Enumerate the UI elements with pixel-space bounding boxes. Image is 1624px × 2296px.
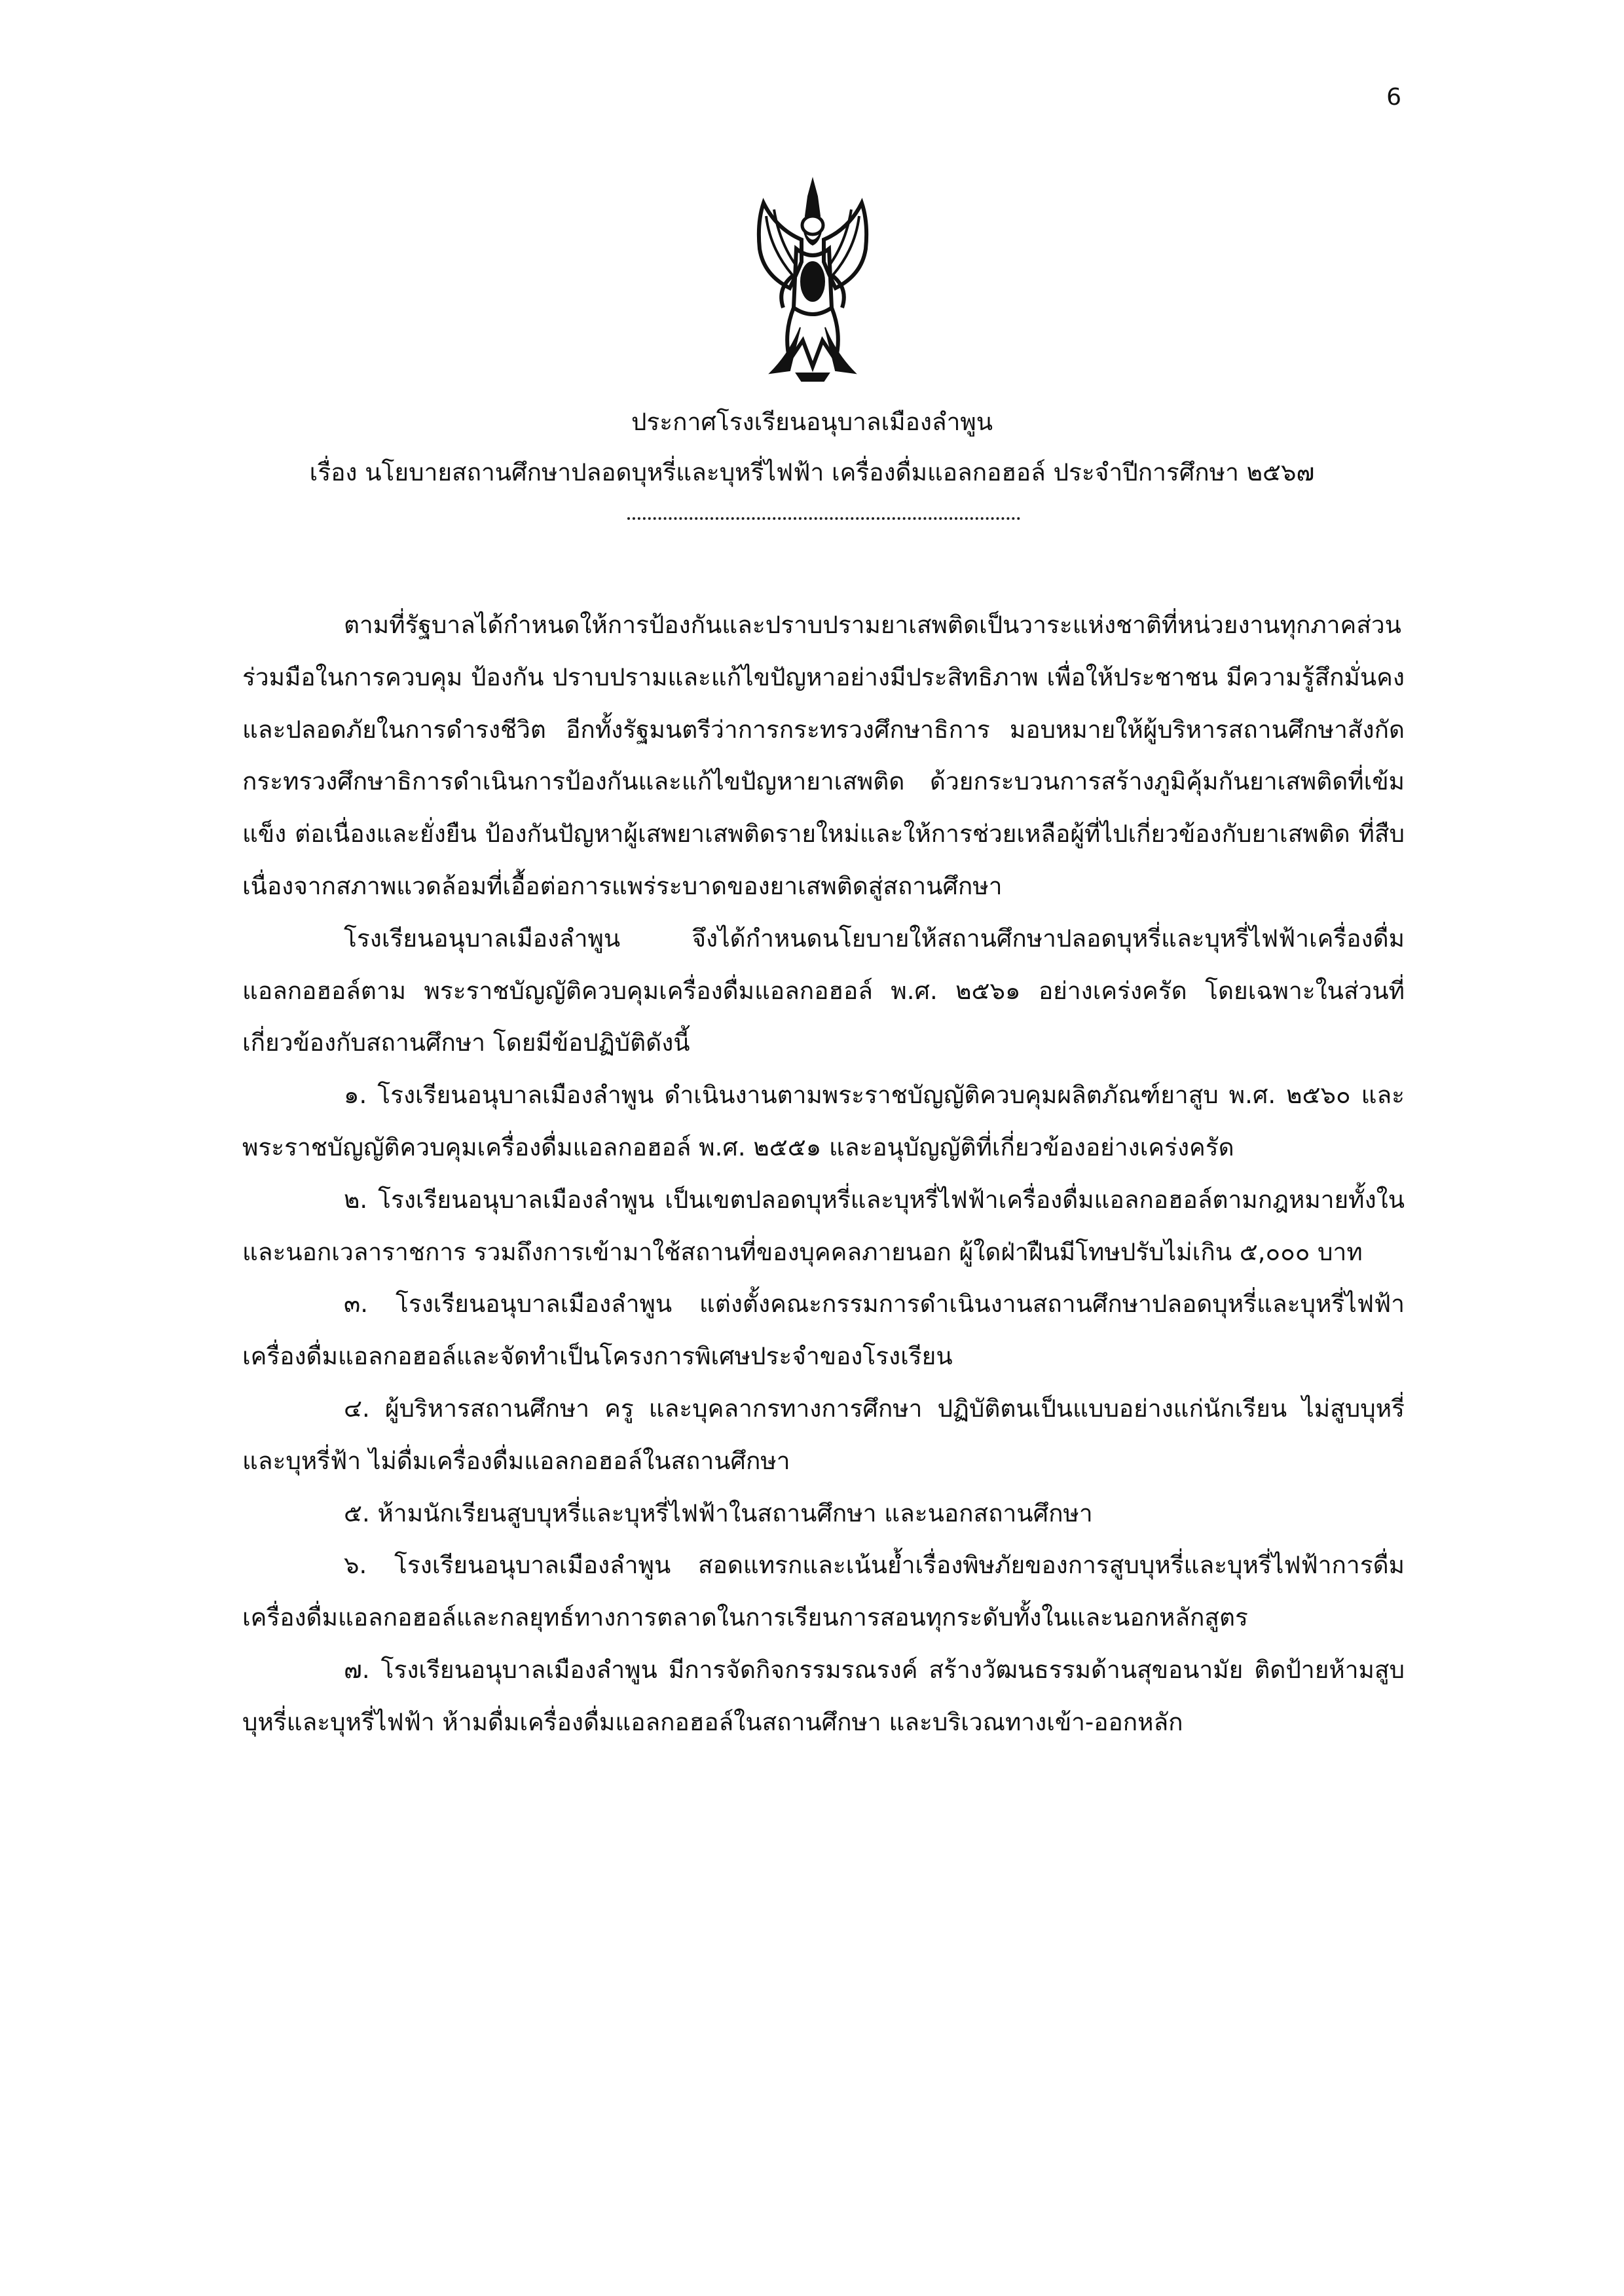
announcement-title: ประกาศโรงเรียนอนุบาลเมืองลำพูน [631, 408, 993, 436]
document-body [242, 599, 1405, 1749]
policy-item-7: ๗. โรงเรียนอนุบาลเมืองลำพูน มีการจัดกิจกรรมรณรงค์ สร้างวัฒนธรรมด้านสุขอนามัย ติดป้ายห้ามสูบบุหรี่และบุหรี่ไฟฟ้า ห้ามดื่มเครื่องดื่มแอลกอฮอล์ในสถานศึกษา และบริเวณทางเข้า-ออกหลัก [242, 1655, 1405, 1736]
policy-item-3: ๓. โรงเรียนอนุบาลเมืองลำพูน แต่งตั้งคณะกรรมการดำเนินงานสถานศึกษาปลอดบุหรี่และบุหรี่ไฟฟ้าเครื่องดื่มแอลกอฮอล์และจัดทำเป็นโครงการพิเศษประจำของโรงเรียน [242, 1290, 1405, 1371]
dotted-divider [627, 517, 1020, 522]
paragraph-policy: โรงเรียนอนุบาลเมืองลำพูน จึงได้กำหนดนโยบายให้สถานศึกษาปลอดบุหรี่และบุหรี่ไฟฟ้าเครื่องดื่มแอลกอฮอล์ตาม พระราชบัญญัติควบคุมเครื่องดื่มแอลกอฮอล์ พ.ศ. ๒๕๖๑ อย่างเคร่งครัด โดยเฉพาะในส่วนที่เกี่ยวข้องกับสถานศึกษา โดยมีข้อปฏิบัติดังนี้ [242, 924, 1405, 1057]
policy-item-6: ๖. โรงเรียนอนุบาลเมืองลำพูน สอดแทรกและเน้นย้ำเรื่องพิษภัยของการสูบบุหรี่และบุหรี่ไฟฟ้าการดื่มเครื่องดื่มแอลกอฮอล์และกลยุทธ์ทางการตลาดในการเรียนการสอนทุกระดับทั้งในและนอกหลักสูตร [242, 1551, 1405, 1632]
policy-item-5: ๕. ห้ามนักเรียนสูบบุหรี่และบุหรี่ไฟฟ้าในสถานศึกษา และนอกสถานศึกษา [344, 1499, 1093, 1527]
policy-item-2: ๒. โรงเรียนอนุบาลเมืองลำพูน เป็นเขตปลอดบุหรี่และบุหรี่ไฟฟ้าเครื่องดื่มแอลกอฮอล์ตามกฎหมายทั้งในและนอกเวลาราชการ รวมถึงการเข้ามาใช้สถานที่ของบุคคลภายนอก ผู้ใดฝ่าฝืนมีโทษปรับไม่เกิน ๕,๐๐๐ บาท [242, 1185, 1405, 1266]
page-number: 6 [1386, 84, 1401, 111]
garuda-emblem-icon [750, 177, 875, 384]
policy-item-4: ๔. ผู้บริหารสถานศึกษา ครู และบุคลากรทางการศึกษา ปฏิบัติตนเป็นแบบอย่างแก่นักเรียน ไม่สูบบุหรี่และบุหรี่ฟ้า ไม่ดื่มเครื่องดื่มแอลกอฮอล์ในสถานศึกษา [242, 1394, 1405, 1475]
announcement-subject: เรื่อง นโยบายสถานศึกษาปลอดบุหรี่และบุหรี่ไฟฟ้า เครื่องดื่มแอลกอฮอล์ ประจำปีการศึกษา ๒๕๖๗ [309, 458, 1315, 486]
policy-item-1: ๑. โรงเรียนอนุบาลเมืองลำพูน ดำเนินงานตามพระราชบัญญัติควบคุมผลิตภัณฑ์ยาสูบ พ.ศ. ๒๕๖๐ และ พระราชบัญญัติควบคุมเครื่องดื่มแอลกอฮอล์ พ.ศ. ๒๕๕๑ และอนุบัญญัติที่เกี่ยวข้องอย่างเคร่งครัด [242, 1081, 1405, 1161]
paragraph-intro: ตามที่รัฐบาลได้กำหนดให้การป้องกันและปราบปรามยาเสพติดเป็นวาระแห่งชาติที่หน่วยงานทุกภาคส่วน ร่วมมือในการควบคุม ป้องกัน ปราบปรามและแก้ไขปัญหาอย่างมีประสิทธิภาพ เพื่อให้ประชาชน มีความรู้สึกมั่นคง และปลอดภัยในการดำรงชีวิต อีกทั้งรัฐมนตรีว่าการกระทรวงศึกษาธิการ มอบหมายให้ผู้บริหารสถานศึกษาสังกัด กระทรวงศึกษาธิการดำเนินการป้องกันและแก้ไขปัญหายาเสพติด ด้วยกระบวนการสร้างภูมิคุ้มกันยาเสพติดที่เข้มแข็ง ต่อเนื่องและยั่งยืน ป้องกันปัญหาผู้เสพยาเสพติดรายใหม่และให้การช่วยเหลือผู้ที่ไปเกี่ยวข้องกับยาเสพติด ที่สืบ เนื่องจากสภาพแวดล้อมที่เอื้อต่อการแพร่ระบาดของยาเสพติดสู่สถานศึกษา [242, 611, 1405, 900]
